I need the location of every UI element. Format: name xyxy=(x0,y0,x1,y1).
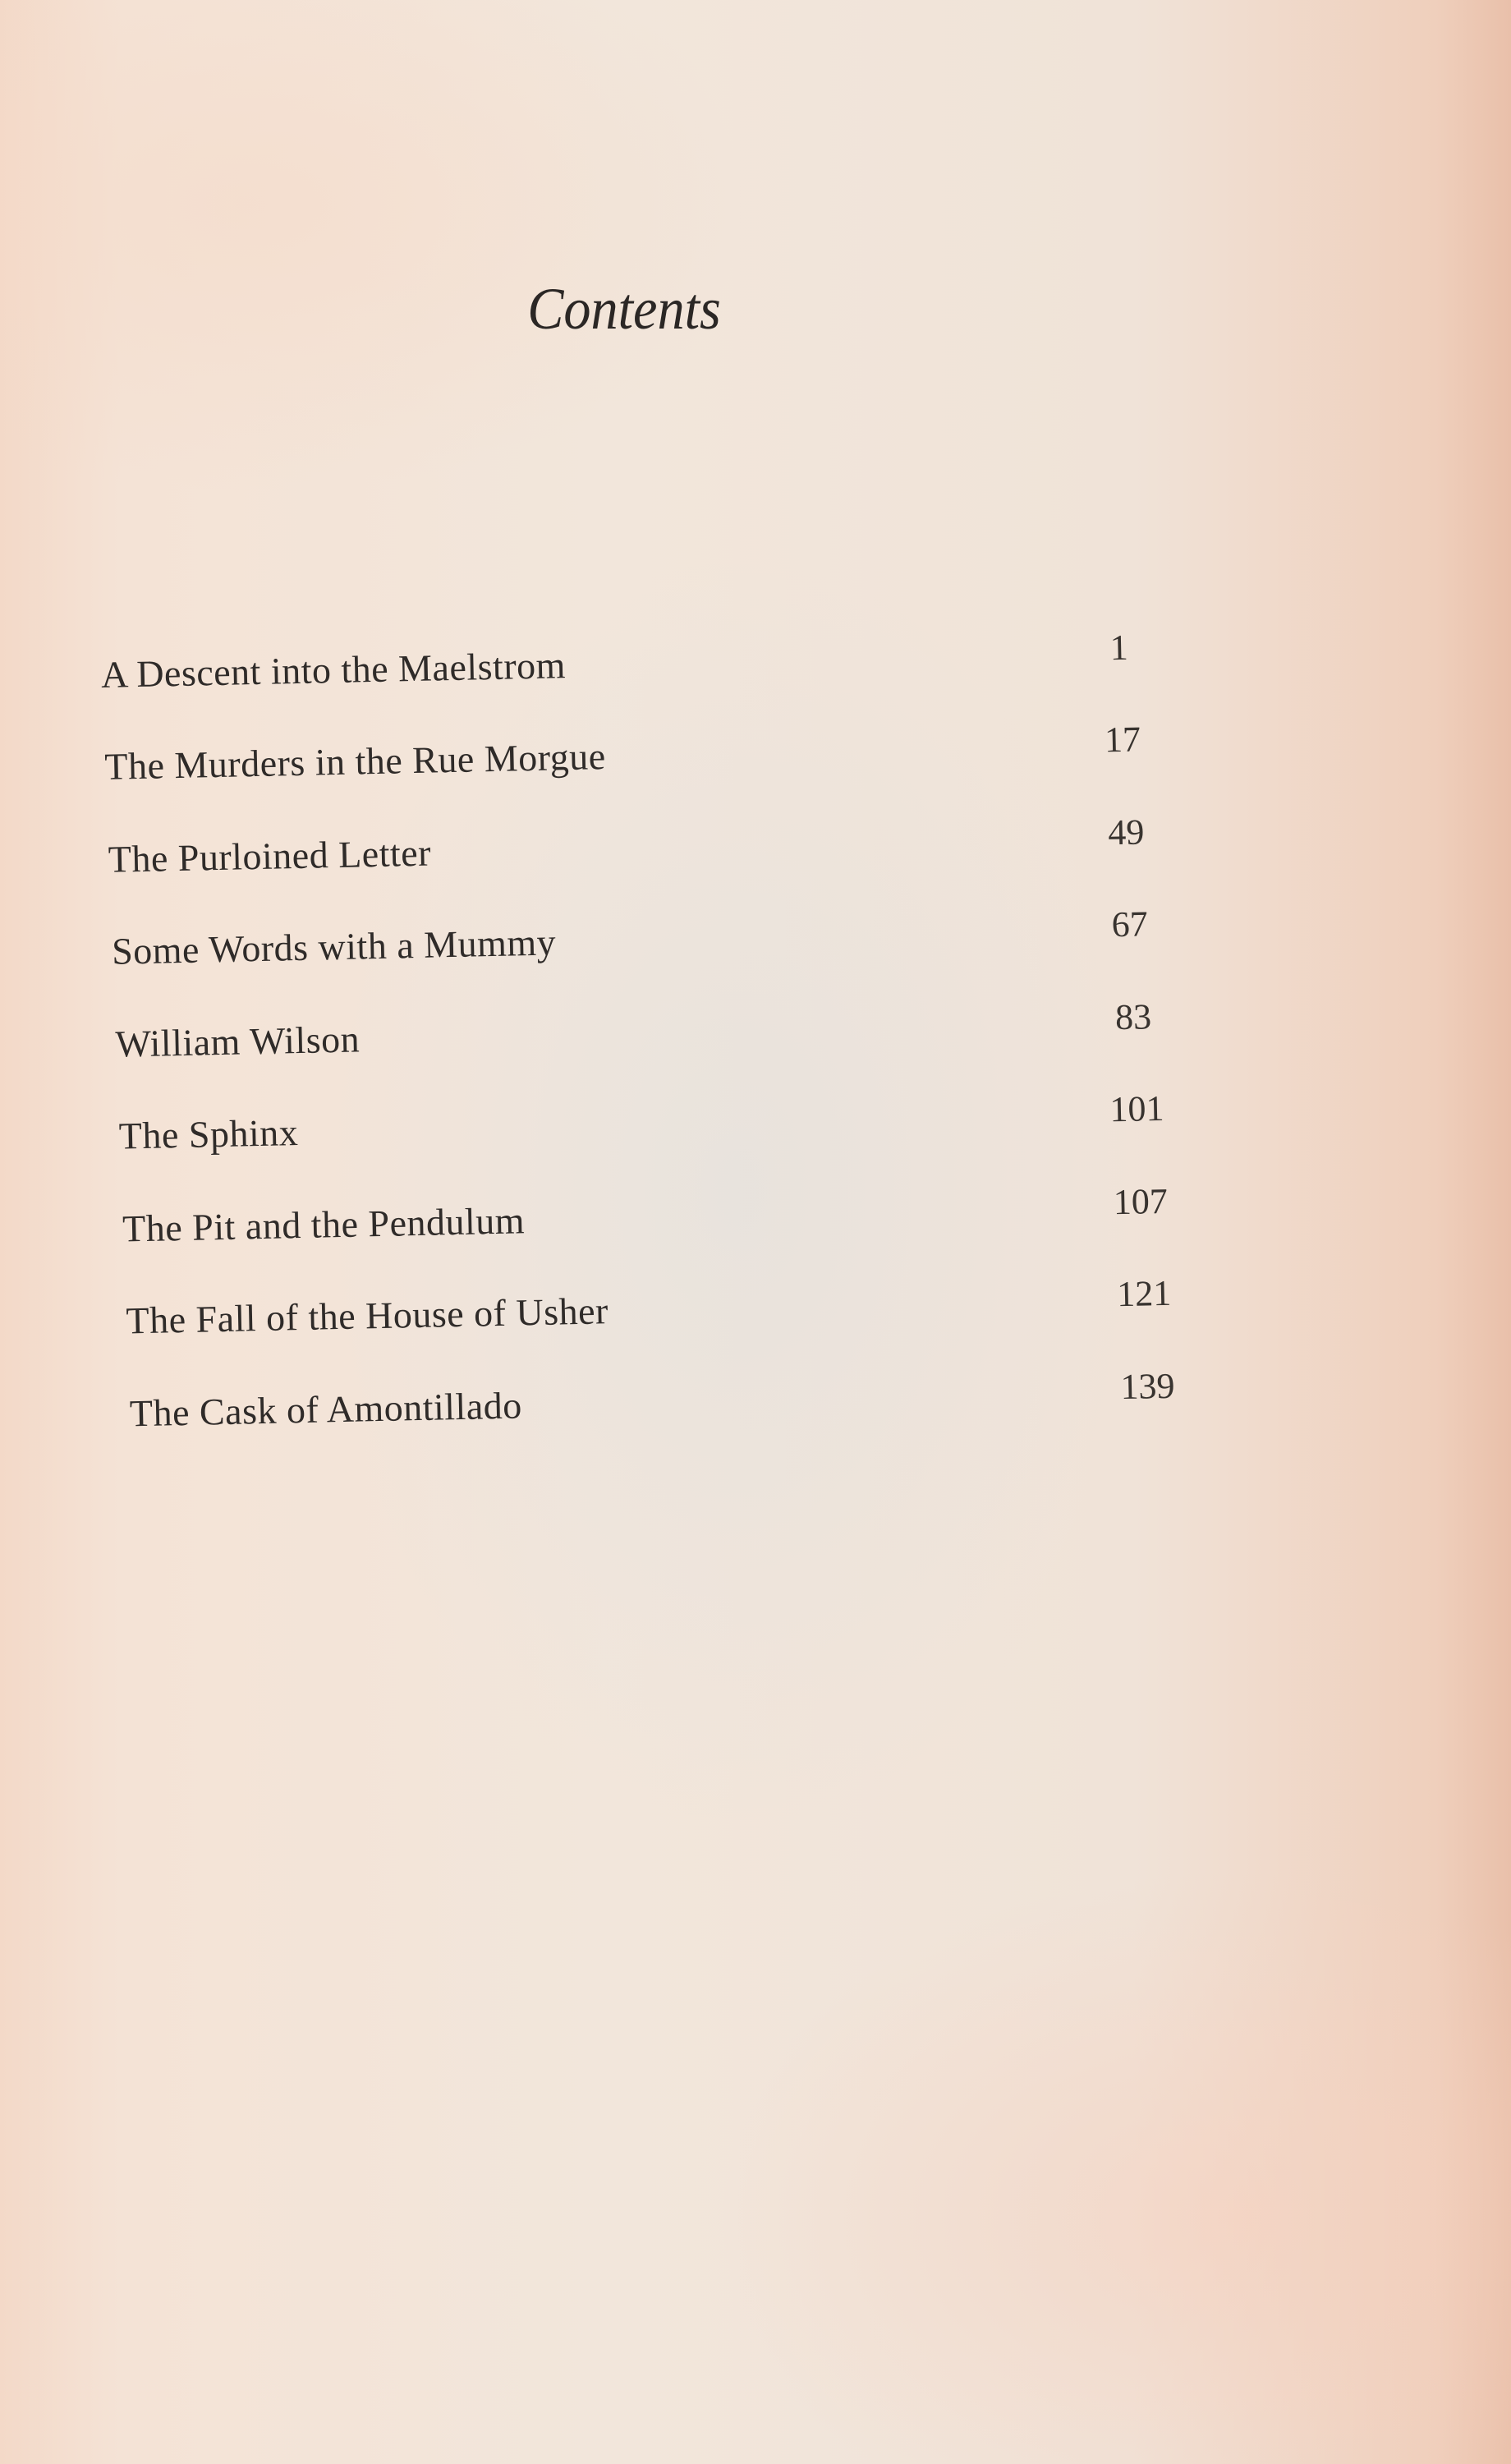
toc-entry-page: 83 xyxy=(1114,996,1152,1038)
toc-entry xyxy=(100,627,1186,719)
table-of-contents xyxy=(0,609,1251,1538)
toc-entry-title: The Sphinx xyxy=(118,1111,299,1157)
toc-entry xyxy=(108,811,1192,903)
toc-entry-title: The Cask of Amontillado xyxy=(129,1384,523,1435)
toc-entry xyxy=(129,1365,1214,1458)
toc-entry-title: The Purloined Letter xyxy=(108,831,432,880)
toc-entry-title: A Descent into the Maelstrom xyxy=(100,644,567,696)
contents-heading: Contents xyxy=(527,276,721,342)
toc-entry-page: 101 xyxy=(1109,1087,1164,1130)
toc-entry-title: The Pit and the Pendulum xyxy=(122,1199,526,1250)
toc-entry xyxy=(103,719,1189,811)
toc-entry-page: 139 xyxy=(1119,1365,1176,1408)
toc-entry-title: Some Words with a Mummy xyxy=(111,921,557,972)
toc-entry-page: 67 xyxy=(1111,903,1149,945)
toc-entry-page: 17 xyxy=(1104,719,1141,761)
toc-entry-page: 1 xyxy=(1109,627,1129,669)
toc-entry-page: 49 xyxy=(1107,811,1145,853)
toc-entry xyxy=(118,1087,1203,1180)
toc-entry-page: 121 xyxy=(1116,1272,1172,1315)
toc-entry-page: 107 xyxy=(1113,1180,1169,1223)
toc-entry xyxy=(114,996,1200,1088)
toc-entry xyxy=(122,1180,1207,1273)
toc-entry xyxy=(111,903,1196,995)
toc-entry xyxy=(126,1272,1210,1365)
toc-entry-title: The Murders in the Rue Morgue xyxy=(103,735,607,788)
toc-entry-title: The Fall of the House of Usher xyxy=(126,1289,609,1342)
toc-entry-title: William Wilson xyxy=(114,1018,361,1065)
